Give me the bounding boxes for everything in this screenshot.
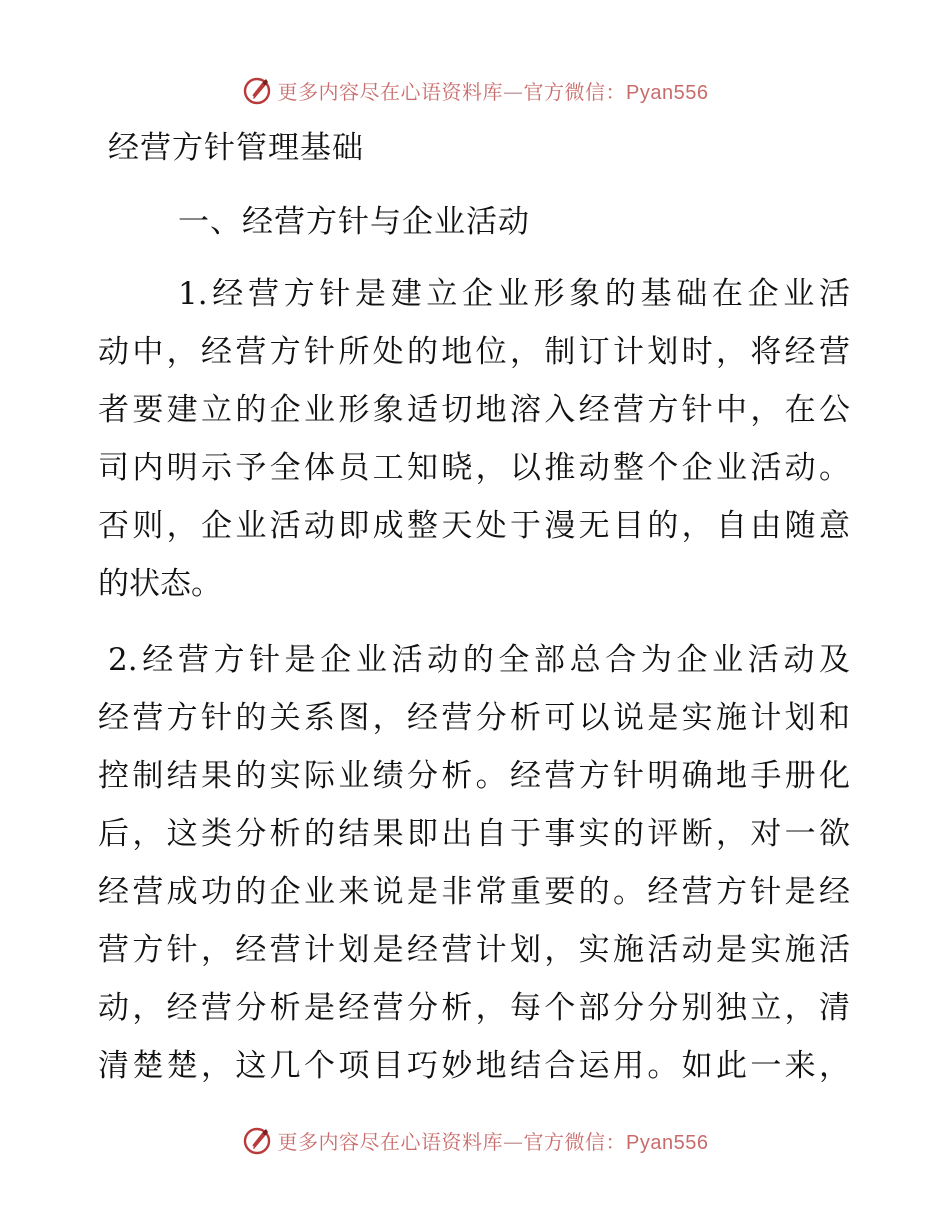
paragraph-line: 否则，企业活动即成整天处于漫无目的，自由随意 <box>98 508 850 544</box>
watermark-suffix: 官方微信： <box>523 1129 627 1154</box>
paragraph-line: 2.经营方针是企业活动的全部总合为企业活动及 <box>108 642 850 678</box>
footer-watermark <box>0 1120 950 1160</box>
paragraph-line: 经营方针的关系图，经营分析可以说是实施计划和 <box>98 700 850 736</box>
paragraph-line: 动中，经营方针所处的地位，制订计划时，将经营 <box>98 334 850 370</box>
paragraph-line: 司内明示予全体员工知晓，以推动整个企业活动。 <box>98 450 850 486</box>
paragraph-line: 经营成功的企业来说是非常重要的。经营方针是经 <box>98 874 850 910</box>
paragraph-line: 清楚楚，这几个项目巧妙地结合运用。如此一来， <box>98 1048 850 1084</box>
watermark-group <box>242 75 709 105</box>
watermark-brand: 更多内容尽在心语资料库 <box>277 1129 504 1154</box>
section-heading: 一、经营方针与企业活动 <box>178 204 530 240</box>
paragraph-line: 后，这类分析的结果即出自于事实的评断，对一欲 <box>98 816 850 852</box>
pen-logo-icon <box>242 1125 272 1155</box>
paragraph-line: 营方针，经营计划是经营计划，实施活动是实施活 <box>98 932 850 968</box>
watermark-separator: — <box>503 1129 524 1154</box>
watermark-brand: 更多内容尽在心语资料库 <box>277 79 504 104</box>
watermark-suffix: 官方微信： <box>523 79 627 104</box>
watermark-id: Pyan556 <box>626 81 709 104</box>
watermark-text <box>278 76 709 105</box>
paragraph-line: 1.经营方针是建立企业形象的基础在企业活 <box>178 276 850 312</box>
paragraph-line: 动，经营分析是经营分析，每个部分分别独立，清 <box>98 990 850 1026</box>
pen-logo-icon <box>242 75 272 105</box>
watermark-id: Pyan556 <box>626 1131 709 1154</box>
header-watermark <box>0 70 950 110</box>
paragraph-line: 的状态。 <box>98 566 222 602</box>
paragraph-line: 控制结果的实际业绩分析。经营方针明确地手册化 <box>98 758 850 794</box>
paragraph-line: 者要建立的企业形象适切地溶入经营方针中，在公 <box>98 392 850 428</box>
watermark-separator: — <box>503 79 524 104</box>
document-title: 经营方针管理基础 <box>108 130 364 166</box>
watermark-group <box>242 1125 709 1155</box>
watermark-text <box>278 1126 709 1155</box>
